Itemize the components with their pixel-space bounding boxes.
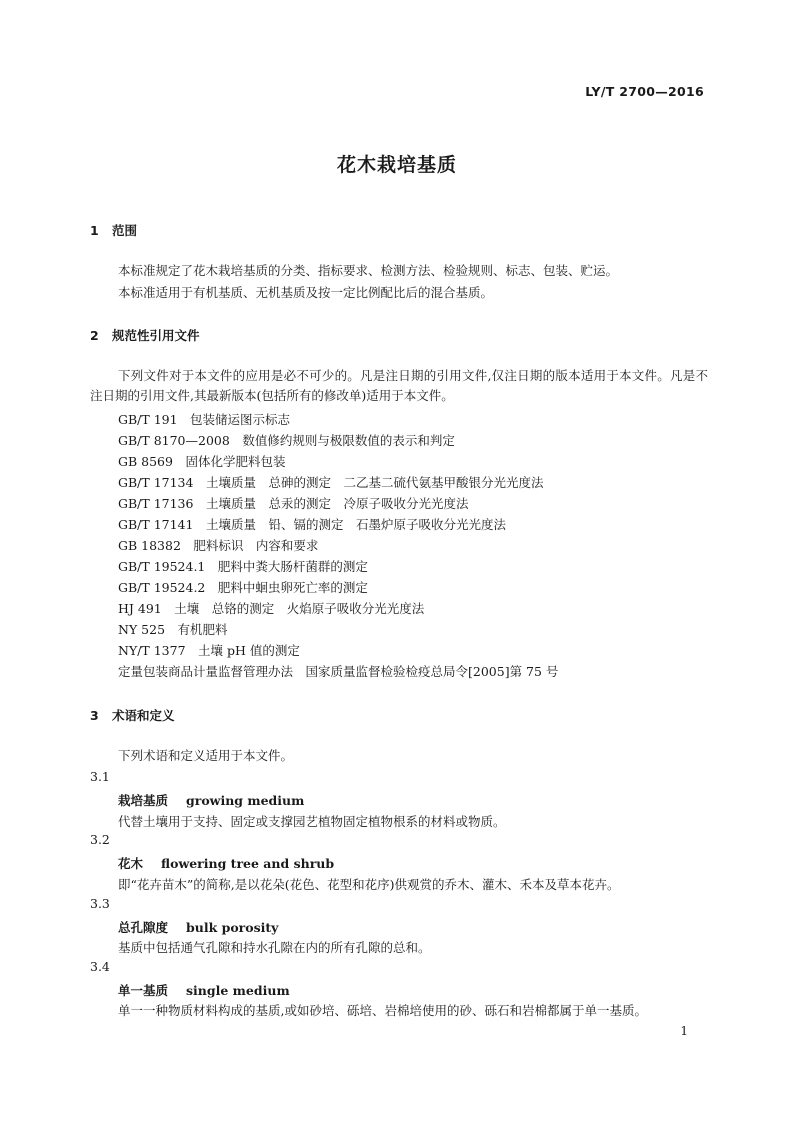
term-chinese: 单一基质 [118,983,169,998]
standard-code: LY/T 2700—2016 [585,84,704,99]
term-definition: 基质中包括通气孔隙和持水孔隙在内的所有孔隙的总和。 [118,940,431,955]
reference-item: HJ 491 土壤 总铬的测定 火焰原子吸收分光光度法 [118,601,425,616]
term-english: flowering tree and shrub [161,856,335,871]
section-3-heading [90,706,175,724]
term-heading [118,918,278,936]
term-english: single medium [186,983,290,998]
term-definition: 代替土壤用于支持、固定或支撑园艺植物固定植物根系的材料或物质。 [118,814,506,829]
section-title: 规范性引用文件 [112,328,200,343]
reference-item: GB/T 17141 土壤质量 铅、镉的测定 石墨炉原子吸收分光光度法 [118,517,506,532]
term-heading [118,791,304,809]
reference-item: NY 525 有机肥料 [118,622,228,637]
page-number: 1 [680,1024,688,1038]
reference-item: GB/T 17136 土壤质量 总汞的测定 冷原子吸收分光光度法 [118,496,469,511]
section-title: 范围 [112,223,138,238]
term-number: 3.4 [90,959,110,974]
term-definition: 即“花卉苗木”的简称,是以花朵(花色、花型和花序)供观赏的乔木、灌木、禾本及草本花卉。 [118,877,620,892]
reference-item: GB/T 8170—2008 数值修约规则与极限数值的表示和判定 [118,433,455,448]
reference-item: 定量包装商品计量监督管理办法 国家质量监督检验检疫总局令[2005]第 75 号 [118,664,559,679]
section-title: 术语和定义 [112,708,175,723]
term-chinese: 总孔隙度 [118,920,169,935]
term-number: 3.3 [90,896,110,911]
reference-item: GB 18382 肥料标识 内容和要求 [118,538,319,553]
reference-item: GB/T 17134 土壤质量 总砷的测定 二乙基二硫代氨基甲酸银分光光度法 [118,475,544,490]
reference-item: GB/T 19524.1 肥料中粪大肠杆菌群的测定 [118,559,368,574]
paragraph: 本标准适用于有机基质、无机基质及按一定比例配比后的混合基质。 [118,285,494,300]
reference-item: GB 8569 固体化学肥料包装 [118,454,286,469]
reference-item: GB/T 191 包装储运图示标志 [118,412,291,427]
reference-item: GB/T 19524.2 肥料中蛔虫卵死亡率的测定 [118,580,368,595]
term-english: growing medium [186,793,305,808]
section-number: 2 [90,328,99,343]
term-definition: 单一一种物质材料构成的基质,或如砂培、砾培、岩棉培使用的砂、砾石和岩棉都属于单一基质。 [118,1003,647,1018]
term-heading [118,854,334,872]
paragraph: 本标准规定了花木栽培基质的分类、指标要求、检测方法、检验规则、标志、包装、贮运。 [118,263,619,278]
section-2-heading [90,326,200,344]
term-chinese: 栽培基质 [118,793,169,808]
term-english: bulk porosity [186,920,279,935]
section-number: 3 [90,708,99,723]
term-chinese: 花木 [118,856,144,871]
section-number: 1 [90,223,99,238]
reference-item: NY/T 1377 土壤 pH 值的测定 [118,643,300,658]
section-1-heading [90,221,137,239]
term-number: 3.1 [90,769,110,784]
paragraph-intro: 下列文件对于本文件的应用是必不可少的。凡是注日期的引用文件,仅注日期的版本适用于本文件。凡是不注日期的引用文件,其最新版本(包括所有的修改单)适用于本文件。 [90,368,708,403]
term-number: 3.2 [90,832,110,847]
paragraph-intro: 下列术语和定义适用于本文件。 [118,748,294,763]
document-title: 花木栽培基质 [336,154,457,176]
term-heading [118,981,290,999]
